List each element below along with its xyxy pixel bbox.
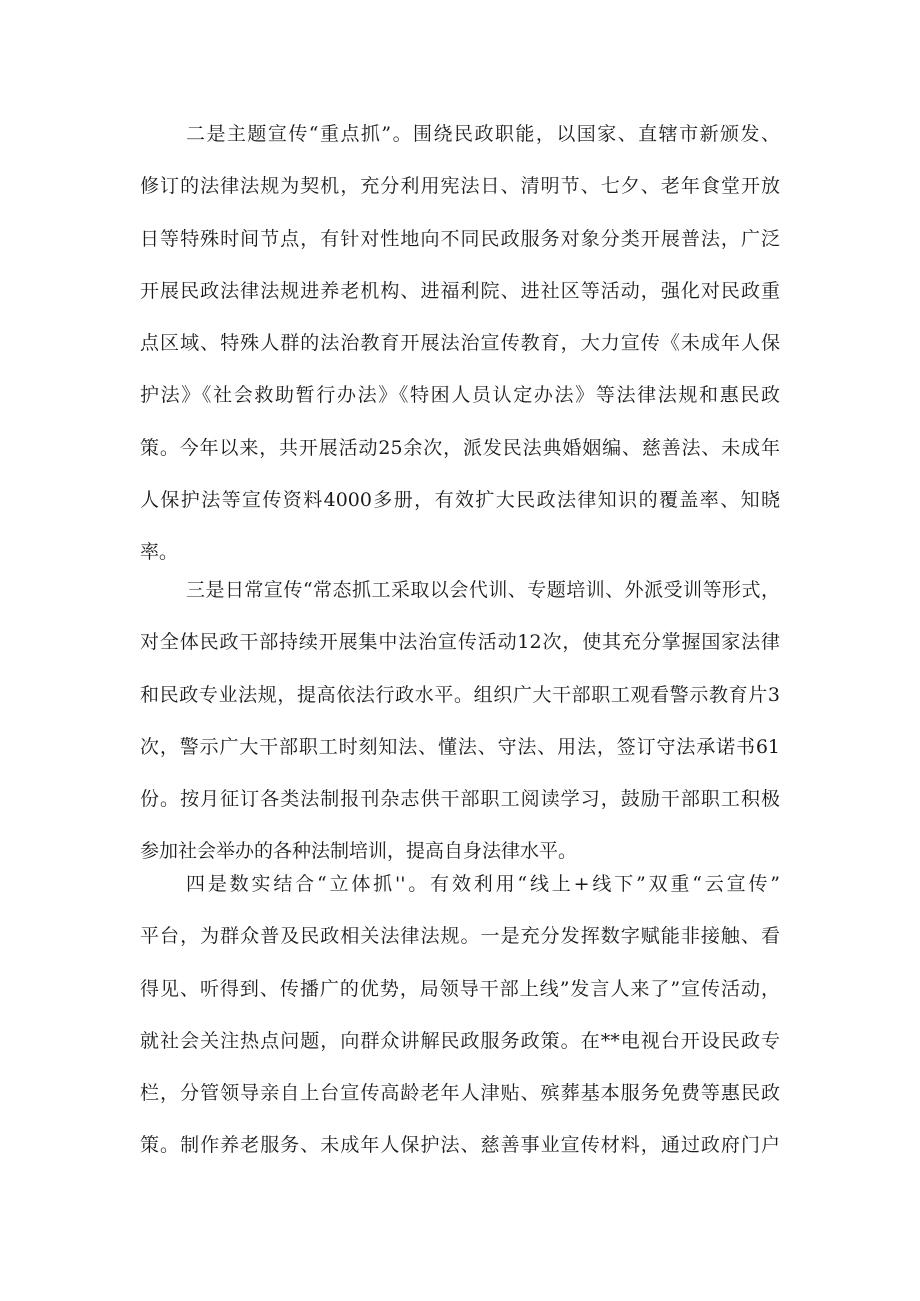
text-line: 份。按月征订各类法制报刊杂志供干部职工阅读学习，鼓励干部职工积极 (140, 788, 780, 811)
text-line: 对全体民政干部持续开展集中法治宣传活动12次，使其充分掌握国家法律 (140, 631, 780, 654)
text-line: 参加社会举办的各种法制培训，提高自身法律水平。 (140, 840, 578, 863)
text-line: 人保护法等宣传资料4000多册，有效扩大民政法律知识的覆盖率、知晓 (140, 489, 780, 512)
text-line: 栏，分管领导亲自上台宣传高龄老年人津贴、殡葬基本服务免费等惠民政 (140, 1082, 780, 1105)
text-line: 三是日常宣传“常态抓工采取以会代训、专题培训、外派受训等形式， (186, 579, 780, 601)
text-line: 和民政专业法规，提高依法行政水平。组织广大干部职工观看警示教育片3 (140, 683, 780, 706)
text-line: 修订的法律法规为契机，充分利用宪法日、清明节、七夕、老年食堂开放 (140, 175, 780, 198)
text-line: 护法》《社会救助暂行办法》《特困人员认定办法》等法律法规和惠民政 (140, 384, 780, 407)
text-line: 日等特殊时间节点，有针对性地向不同民政服务对象分类开展普法，广泛 (140, 227, 780, 250)
text-line: 点区域、特殊人群的法治教育开展法治宣传教育，大力宣传《未成年人保 (140, 332, 780, 355)
text-line: 四是数实结合“立体抓''。有效利用“线上+线下”双重“云宣传” (186, 873, 780, 895)
text-line: 二是主题宣传“重点抓”。围绕民政职能，以国家、直辖市新颁发、 (186, 123, 780, 145)
text-line: 开展民政法律法规进养老机构、进福利院、进社区等活动，强化对民政重 (140, 279, 780, 302)
paragraph-daily-publicity (140, 564, 780, 878)
text-line: 策。今年以来，共开展活动25余次，派发民法典婚姻编、慈善法、未成年 (140, 436, 780, 459)
text-line: 率。 (140, 541, 179, 564)
text-line: 策。制作养老服务、未成年人保护法、慈善事业宣传材料，通过政府门户 (140, 1134, 780, 1157)
text-line: 平台，为群众普及民政相关法律法规。一是充分发挥数字赋能非接触、看 (140, 925, 780, 948)
paragraph-digital-publicity (140, 858, 780, 1172)
text-line: 次，警示广大干部职工时刻知法、懂法、守法、用法，签订守法承诺书61 (140, 735, 780, 758)
text-line: 就社会关注热点问题，向群众讲解民政服务政策。在**电视台开设民政专 (140, 1029, 780, 1052)
paragraph-theme-publicity (140, 108, 780, 579)
text-line: 得见、听得到、传播广的优势，局领导干部上线”发言人来了”宣传活动， (140, 977, 780, 1000)
